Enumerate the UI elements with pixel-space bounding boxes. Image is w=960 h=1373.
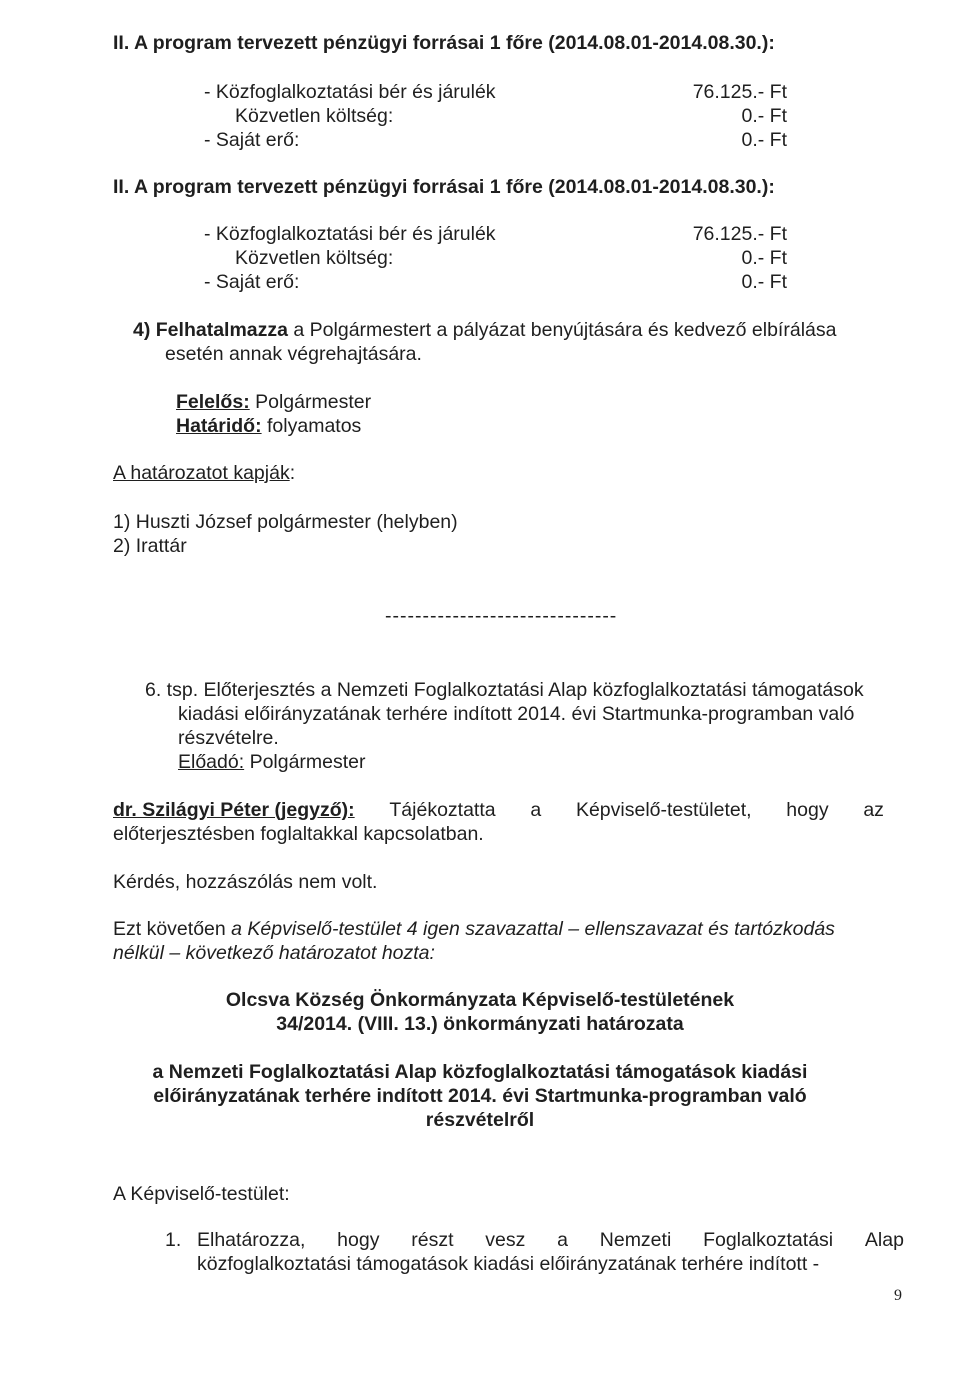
cost-amount: 0.- Ft: [741, 105, 787, 127]
cost-label: - Közfoglalkoztatási bér és járulék: [204, 81, 496, 103]
deadline-value: folyamatos: [267, 415, 362, 437]
cost-amount: 76.125.- Ft: [692, 223, 787, 245]
point-word: Alap: [864, 1229, 904, 1251]
deadline-line: [176, 414, 361, 438]
cost-amount: 0.- Ft: [741, 271, 787, 293]
recipient-item: 2) Irattár: [113, 535, 187, 557]
item-4-line: [133, 318, 836, 342]
cost-amount: 76.125.- Ft: [692, 81, 787, 103]
responsible-label: Felelős:: [176, 391, 250, 413]
section-heading: II. A program tervezett pénzügyi forrásai 1 főre (2014.08.01-2014.08.30.):: [113, 176, 775, 198]
vote-line: [113, 917, 835, 941]
section-heading: II. A program tervezett pénzügyi forrásai 1 főre (2014.08.01-2014.08.30.):: [113, 32, 775, 54]
deadline-label: Határidő:: [176, 415, 262, 437]
speaker-word: hogy: [786, 799, 829, 821]
point-word: részt: [411, 1229, 454, 1251]
point-word: hogy: [337, 1229, 380, 1251]
resolution-subject: a Nemzeti Foglalkoztatási Alap közfoglalkoztatási támogatások kiadási: [152, 1061, 808, 1083]
point-word: Elhatározza,: [197, 1229, 306, 1251]
item-text: a Polgármestert a pályázat benyújtására és kedvező elbírálása: [293, 319, 837, 341]
cost-amount: 0.- Ft: [741, 129, 787, 151]
item-keyword: Felhatalmazza: [155, 319, 288, 341]
cost-label: Közvetlen költség:: [235, 247, 394, 269]
speaker-word: az: [863, 799, 884, 821]
page-number: 9: [894, 1287, 902, 1304]
presenter-label: Előadó:: [178, 751, 245, 773]
resolution-subject: részvételről: [425, 1109, 535, 1131]
cost-label: - Közfoglalkoztatási bér és járulék: [204, 223, 496, 245]
point-number: 1.: [165, 1229, 182, 1251]
responsible-line: [176, 390, 371, 414]
point-word: Foglalkoztatási: [703, 1229, 834, 1251]
responsible-value: Polgármester: [255, 391, 372, 413]
point-text-continued: közfoglalkoztatási támogatások kiadási előirányzatának terhére indított -: [197, 1253, 820, 1275]
presenter-line: [178, 750, 366, 774]
cost-label: - Saját erő:: [204, 129, 300, 151]
speaker-name: dr. Szilágyi Péter (jegyző):: [113, 799, 355, 821]
agenda-item-line: 6. tsp. Előterjesztés a Nemzeti Foglalkoztatási Alap közfoglalkoztatási támogatások: [145, 679, 864, 701]
recipient-item: 1) Huszti József polgármester (helyben): [113, 511, 458, 533]
speaker-text-continued: előterjesztésben foglaltakkal kapcsolatban.: [113, 823, 484, 845]
speaker-line: [113, 798, 884, 822]
point-word: Nemzeti: [599, 1229, 672, 1251]
recipients-heading: [113, 461, 295, 485]
speaker-word: Tájékoztatta: [389, 799, 496, 821]
agenda-item-line: kiadási előirányzatának terhére indított 2014. évi Startmunka-programban való: [178, 703, 855, 725]
vote-prefix: Ezt követően: [113, 918, 226, 940]
resolution-subject: előirányzatának terhére indított 2014. évi Startmunka-programban való: [153, 1085, 807, 1107]
cost-label: Közvetlen költség:: [235, 105, 394, 127]
body-intro: A Képviselő-testület:: [113, 1183, 290, 1205]
recipients-heading-text: A határozatot kapják: [113, 462, 290, 484]
cost-label: - Saját erő:: [204, 271, 300, 293]
cost-amount: 0.- Ft: [741, 247, 787, 269]
resolution-title: Olcsva Község Önkormányzata Képviselő-testületének: [225, 989, 735, 1011]
agenda-item-line: részvételre.: [178, 727, 279, 749]
presenter-value: Polgármester: [249, 751, 366, 773]
item-text-continued: esetén annak végrehajtására.: [165, 343, 422, 365]
section-separator: -------------------------------: [385, 605, 618, 627]
resolution-number: 34/2014. (VIII. 13.) önkormányzati határozata: [276, 1013, 684, 1035]
vote-text: a Képviselő-testület 4 igen szavazattal – ellenszavazat és tartózkodás: [231, 918, 835, 940]
point-word: a: [557, 1229, 568, 1251]
recipients-colon: :: [289, 462, 296, 484]
point-word: vesz: [485, 1229, 526, 1251]
point-text-line: [197, 1228, 904, 1252]
vote-text-continued: nélkül – következő határozatot hozta:: [113, 942, 435, 964]
item-number: 4): [133, 319, 151, 341]
questions-note: Kérdés, hozzászólás nem volt.: [113, 871, 378, 893]
speaker-word: Képviselő-testületet,: [575, 799, 752, 821]
speaker-word: a: [530, 799, 542, 821]
